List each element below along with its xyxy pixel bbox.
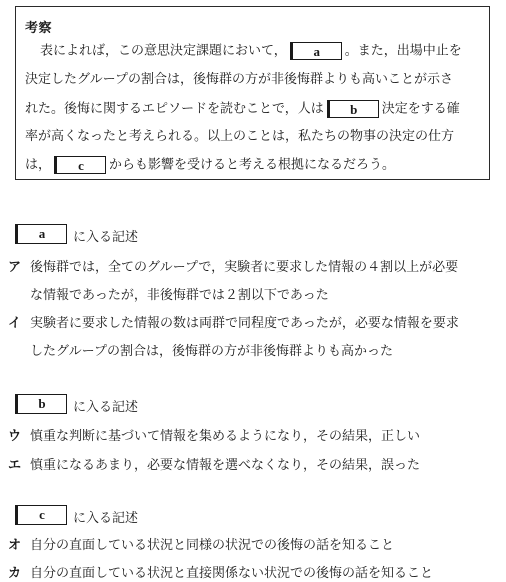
option-text: 後悔群では，全てのグループで，実験者に要求した情報の４割以上が必要 [30,260,459,275]
option-b-2 [8,454,420,473]
option-c-2 [8,562,433,581]
option-a-2-line-1 [8,312,459,331]
option-text: 慎重な判断に基づいて情報を集めるようになり，その結果，正しい [30,429,421,444]
consider-line-1 [40,42,462,61]
option-a-2-line-2: したグループの割合は，後悔群の方が非後悔群よりも高かった [30,344,393,359]
option-kana: エ [8,458,22,473]
consider-line-5-text-b: からも影響を受けると考える根拠になるだろう。 [109,157,396,173]
option-text: 実験者に要求した情報の数は両群で同程度であったが，必要な情報を要求 [30,316,459,331]
blank-c-inline: c [54,156,106,174]
consider-line-3-text-a: れた。後悔に関するエピソードを読むことで，人は [25,101,324,117]
blank-a-header: a [15,224,67,244]
option-b-1 [8,425,420,444]
option-a-1-line-2: な情報であったが，非後悔群では２割以下であった [30,288,329,303]
section-c-label: に入る記述 [73,511,139,526]
option-kana: ウ [8,429,22,444]
option-c-1 [8,534,394,553]
option-text: 自分の直面している状況と同様の状況での後悔の話を知ること [30,538,395,553]
option-text: 慎重になるあまり，必要な情報を選べなくなり，その結果，誤った [30,458,421,473]
consideration-title: 考察 [25,21,53,36]
option-kana: ア [8,260,22,275]
consider-line-3 [25,100,460,119]
option-kana: イ [8,316,22,331]
option-kana: カ [8,566,22,581]
consider-line-4: 率が高くなったと考えられる。以上のことは，私たちの物事の決定の仕方 [25,129,455,144]
option-text: 自分の直面している状況と直接関係ない状況での後悔の話を知ること [30,566,434,581]
consider-line-2: 決定したグループの割合は，後悔群の方が非後悔群よりも高いことが示さ [25,72,453,87]
consider-line-1-text-b: 。また，出場中止を [344,43,462,59]
consider-line-1-text-a: 表によれば，この意思決定課題において， [40,43,287,59]
consider-line-5 [25,156,395,175]
blank-b-inline: b [327,100,379,118]
section-a-label: に入る記述 [73,230,139,245]
blank-c-header: c [15,505,67,525]
consider-line-5-text-a: は， [25,157,52,173]
consideration-box [15,6,490,180]
option-kana: オ [8,538,22,553]
blank-a-inline: a [290,42,342,60]
blank-b-header: b [15,394,67,414]
section-b-label: に入る記述 [73,400,139,415]
option-a-1-line-1 [8,256,458,275]
consider-line-3-text-b: 決定をする確 [381,101,460,117]
